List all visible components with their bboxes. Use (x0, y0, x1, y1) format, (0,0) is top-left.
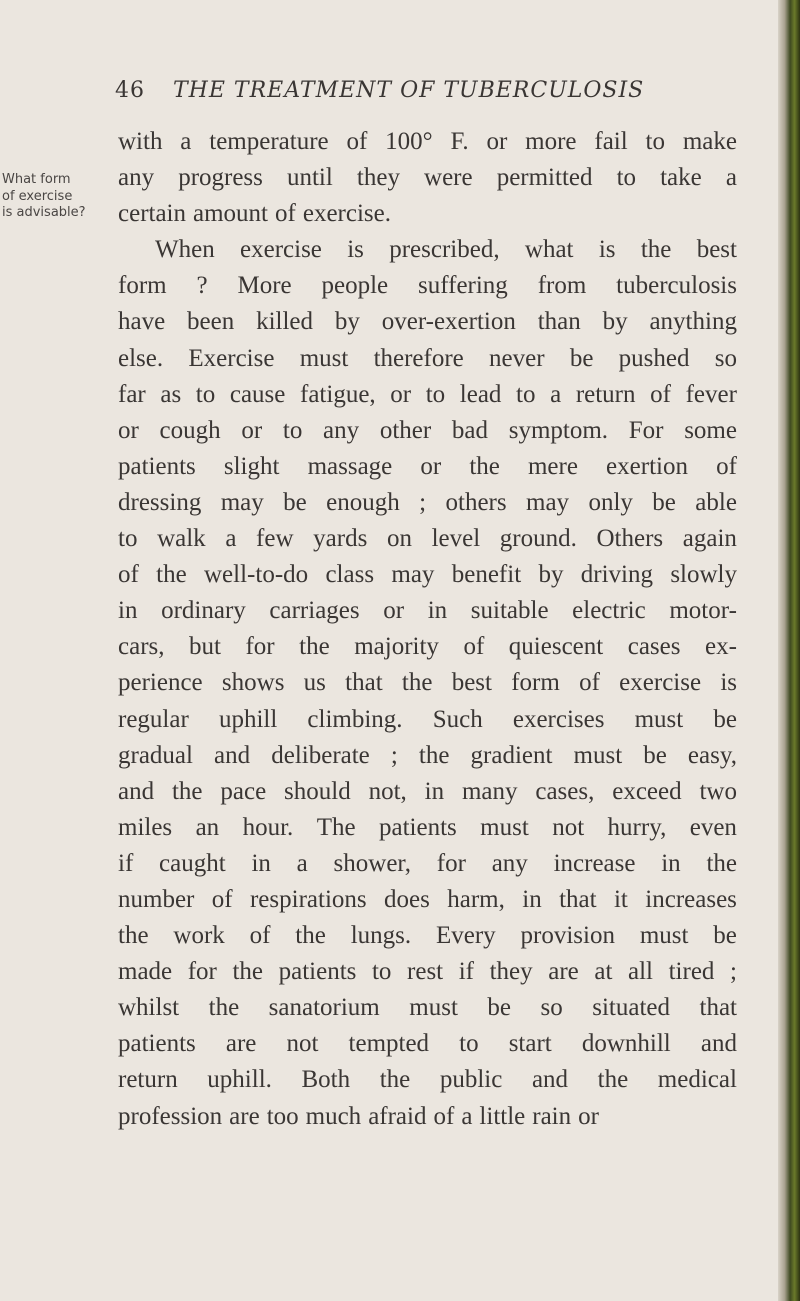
running-header (115, 78, 715, 103)
text-line: dressing may be enough ; others may only be able (118, 488, 737, 516)
text-line: certain amount of exercise. (118, 200, 391, 228)
text-line: regular uphill climbing. Such exercises must be (118, 705, 737, 733)
text-line: far as to cause fatigue, or to lead to a return of fever (118, 380, 737, 408)
text-line: whilst the sanatorium must be so situated that (118, 994, 737, 1022)
text-line: gradual and deliberate ; the gradient must be easy, (118, 741, 737, 769)
margin-note (2, 172, 102, 222)
text-line: the work of the lungs. Every provision must be (118, 922, 737, 950)
text-line: cars, but for the majority of quiescent cases ex- (118, 633, 737, 661)
text-line: form ? More people suffering from tuberculosis (118, 272, 737, 300)
running-title: THE TREATMENT OF TUBERCULOSIS (173, 78, 645, 103)
text-line: any progress until they were permitted to take a (118, 164, 737, 192)
text-line: patients are not tempted to start downhill and (118, 1030, 737, 1058)
text-line: in ordinary carriages or in suitable electric motor- (118, 597, 737, 625)
text-line: perience shows us that the best form of exercise is (118, 669, 737, 697)
page-edge (778, 0, 800, 1301)
margin-note-line: of exercise (2, 188, 73, 204)
text-line: with a temperature of 100° F. or more fail to make (118, 128, 737, 155)
text-line: When exercise is prescribed, what is the best (155, 236, 737, 264)
text-line: and the pace should not, in many cases, exceed two (118, 777, 737, 805)
text-line: made for the patients to rest if they are at all tired ; (118, 958, 737, 986)
text-line: have been killed by over-exertion than by anything (118, 308, 737, 336)
text-line: number of respirations does harm, in that it increases (118, 885, 737, 913)
text-line: patients slight massage or the mere exertion of (118, 452, 737, 480)
text-line: to walk a few yards on level ground. Others again (118, 525, 737, 553)
text-line: return uphill. Both the public and the medical (118, 1066, 737, 1094)
text-line: else. Exercise must therefore never be pushed so (118, 344, 737, 372)
text-line: miles an hour. The patients must not hurry, even (118, 813, 737, 841)
body-text (118, 124, 737, 1135)
text-line: of the well-to-do class may benefit by driving slowly (118, 561, 737, 589)
page-number: 46 (115, 78, 145, 103)
text-line: if caught in a shower, for any increase in the (118, 849, 737, 877)
text-line: profession are too much afraid of a little rain or (118, 1102, 599, 1130)
margin-note-line: is advisable? (2, 205, 86, 220)
margin-note-line: What form (2, 172, 71, 187)
text-line: or cough or to any other bad symptom. For some (118, 416, 737, 444)
